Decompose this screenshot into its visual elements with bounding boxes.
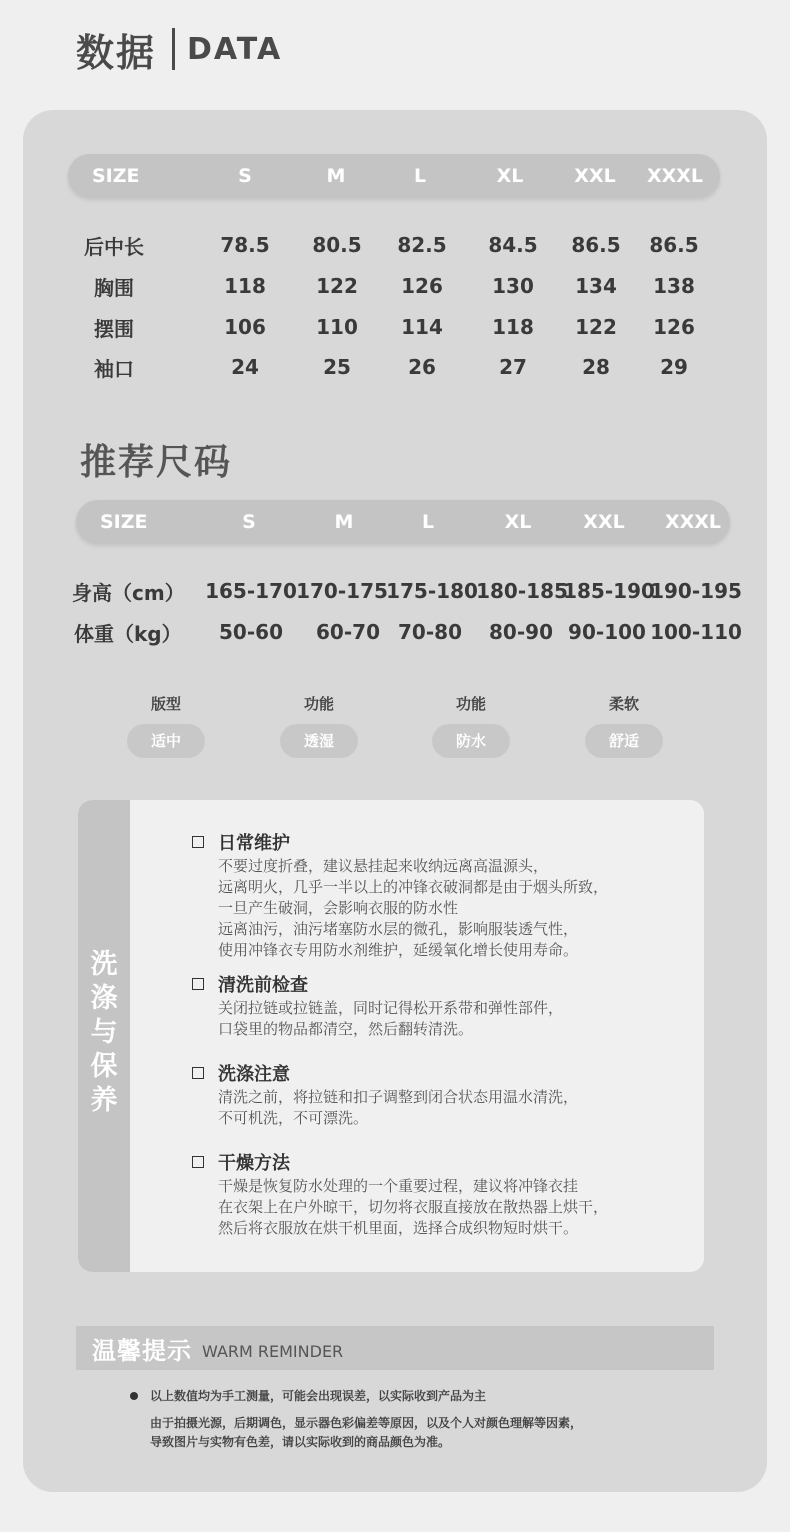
- care-side-tab: [78, 800, 130, 1272]
- table-row: [0, 615, 790, 649]
- care-side-char: 涤: [90, 983, 118, 1014]
- table-cell: 134: [575, 274, 617, 298]
- table-cell: 86.5: [649, 233, 699, 257]
- table-cell: 122: [575, 315, 617, 339]
- feature-label: 柔软: [608, 695, 639, 713]
- recommend-header-xxl: XXL: [583, 511, 625, 533]
- feature-fit: [127, 690, 205, 758]
- care-item-title: [190, 1059, 578, 1087]
- size-header-l: L: [413, 165, 427, 187]
- size-header-m: M: [326, 165, 346, 187]
- table-cell: 100-110: [650, 620, 742, 644]
- table-cell: 126: [401, 274, 443, 298]
- table-cell: 90-100: [568, 620, 646, 644]
- table-cell: 138: [653, 274, 695, 298]
- row-label: 摆围: [94, 316, 134, 341]
- table-cell: 106: [224, 315, 266, 339]
- feature-label: 功能: [303, 695, 334, 713]
- feature-badge: 舒适: [585, 724, 663, 758]
- care-item-title-text: 洗涤注意: [218, 1064, 290, 1085]
- row-label: 体重（kg）: [74, 621, 182, 646]
- care-item-drying: [190, 1148, 608, 1239]
- table-cell: 175-180: [386, 579, 478, 603]
- feature-badge: 适中: [127, 724, 205, 758]
- care-item-text: 干燥是恢复防水处理的一个重要过程，建议将冲锋衣挂 在衣架上在户外晾干，切勿将衣服直接放在散热器上烘干， 然后将衣服放在烘干机里面，选择合成织物短时烘干。: [218, 1177, 609, 1237]
- table-row: [0, 310, 790, 344]
- feature-waterproof: [432, 690, 510, 758]
- recommend-header-s: S: [242, 511, 256, 533]
- table-cell: 26: [408, 355, 436, 379]
- header-title-en: DATA: [187, 31, 283, 67]
- row-label: 胸围: [94, 275, 134, 300]
- checkbox-icon: [192, 836, 204, 848]
- feature-label: 版型: [150, 695, 181, 713]
- warm-reminder-banner: [76, 1326, 714, 1370]
- warm-reminder-title-cn: 温馨提示: [92, 1336, 192, 1365]
- table-cell: 82.5: [397, 233, 447, 257]
- size-header-xl: XL: [496, 165, 524, 187]
- row-label: 身高（cm）: [72, 580, 185, 605]
- table-cell: 180-185: [476, 579, 568, 603]
- table-cell: 84.5: [488, 233, 538, 257]
- care-item-title-text: 干燥方法: [218, 1153, 290, 1174]
- recommend-header-l: L: [421, 511, 435, 533]
- table-cell: 165-170: [205, 579, 297, 603]
- care-side-title: [78, 948, 130, 1118]
- table-row: [0, 228, 790, 262]
- warm-reminder-title-en: WARM REMINDER: [202, 1341, 344, 1361]
- care-item-text: 不要过度折叠，建议悬挂起来收纳远离高温源头， 远离明火，几乎一半以上的冲锋衣破洞都是由于烟头所致， 一旦产生破洞，会影响衣服的防水性 远离油污，油污堵塞防水层的微孔，影响服装透气性， 使用冲锋衣专用防水剂维护，延缓氧化增长使用寿命。: [218, 857, 609, 959]
- recommend-header-xl: XL: [504, 511, 532, 533]
- row-label: 后中长: [84, 234, 144, 259]
- recommend-header-xxxl: XXXL: [664, 511, 722, 533]
- feature-label: 功能: [455, 695, 486, 713]
- feature-badge: 防水: [432, 724, 510, 758]
- table-cell: 60-70: [316, 620, 380, 644]
- care-card: [78, 800, 704, 1272]
- table-row: [0, 574, 790, 608]
- table-cell: 170-175: [296, 579, 388, 603]
- recommend-header-label: SIZE: [100, 511, 148, 533]
- table-cell: 86.5: [571, 233, 621, 257]
- care-item-title: [190, 828, 608, 856]
- care-item-washing: [190, 1059, 578, 1129]
- table-cell: 130: [492, 274, 534, 298]
- care-item-precheck: [190, 970, 563, 1040]
- table-cell: 28: [582, 355, 610, 379]
- care-side-char: 与: [90, 1017, 118, 1048]
- checkbox-icon: [192, 1156, 204, 1168]
- care-side-char: 洗: [90, 949, 118, 980]
- table-cell: 126: [653, 315, 695, 339]
- recommend-header-m: M: [334, 511, 354, 533]
- feature-softness: [585, 690, 663, 758]
- table-cell: 185-190: [563, 579, 655, 603]
- recommend-table-header: [76, 500, 730, 544]
- care-item-text: 关闭拉链或拉链盖，同时记得松开系带和弹性部件， 口袋里的物品都清空，然后翻转清洗。: [218, 999, 564, 1038]
- care-item-text: 清洗之前，将拉链和扣子调整到闭合状态用温水清洗， 不可机洗，不可漂洗。: [218, 1088, 579, 1127]
- care-side-char: 养: [90, 1085, 118, 1116]
- care-item-title-text: 清洗前检查: [218, 975, 308, 996]
- table-cell: 27: [499, 355, 527, 379]
- warm-reminder-notes: [130, 1386, 710, 1452]
- care-item-daily: [190, 828, 608, 961]
- care-item-title: [190, 1148, 608, 1176]
- table-cell: 110: [316, 315, 358, 339]
- checkbox-icon: [192, 1067, 204, 1079]
- size-header-s: S: [238, 165, 252, 187]
- table-cell: 190-195: [650, 579, 742, 603]
- table-cell: 122: [316, 274, 358, 298]
- size-header-label: SIZE: [92, 165, 140, 187]
- table-cell: 118: [492, 315, 534, 339]
- table-row: [0, 350, 790, 384]
- table-cell: 70-80: [398, 620, 462, 644]
- size-header-xxxl: XXXL: [646, 165, 704, 187]
- row-label: 袖口: [94, 356, 134, 381]
- note-item: [130, 1386, 710, 1406]
- table-cell: 29: [660, 355, 688, 379]
- table-cell: 114: [401, 315, 443, 339]
- care-side-char: 保: [90, 1051, 118, 1082]
- note-text-secondary: 由于拍摄光源，后期调色，显示器色彩偏差等原因，以及个人对颜色理解等因素， 导致图片与实物有色差，请以实际收到的商品颜色为准。: [150, 1416, 583, 1449]
- page-header: [76, 22, 282, 76]
- checkbox-icon: [192, 978, 204, 990]
- bullet-dot-icon: [130, 1392, 138, 1400]
- feature-breathable: [280, 690, 358, 758]
- care-item-title: [190, 970, 563, 998]
- care-item-title-text: 日常维护: [218, 833, 290, 854]
- note-text: 以上数值均为手工测量，可能会出现误差，以实际收到产品为主: [150, 1389, 487, 1403]
- size-header-xxl: XXL: [574, 165, 616, 187]
- size-table-header: [68, 154, 720, 198]
- table-cell: 118: [224, 274, 266, 298]
- table-cell: 80-90: [489, 620, 553, 644]
- table-row: [0, 269, 790, 303]
- feature-badge: 透湿: [280, 724, 358, 758]
- table-cell: 78.5: [220, 233, 270, 257]
- table-cell: 24: [231, 355, 259, 379]
- table-cell: 80.5: [312, 233, 362, 257]
- header-title-cn: 数据: [76, 30, 157, 75]
- table-cell: 50-60: [219, 620, 283, 644]
- table-cell: 25: [323, 355, 351, 379]
- recommend-title: 推荐尺码: [80, 442, 233, 483]
- header-divider: [172, 28, 175, 70]
